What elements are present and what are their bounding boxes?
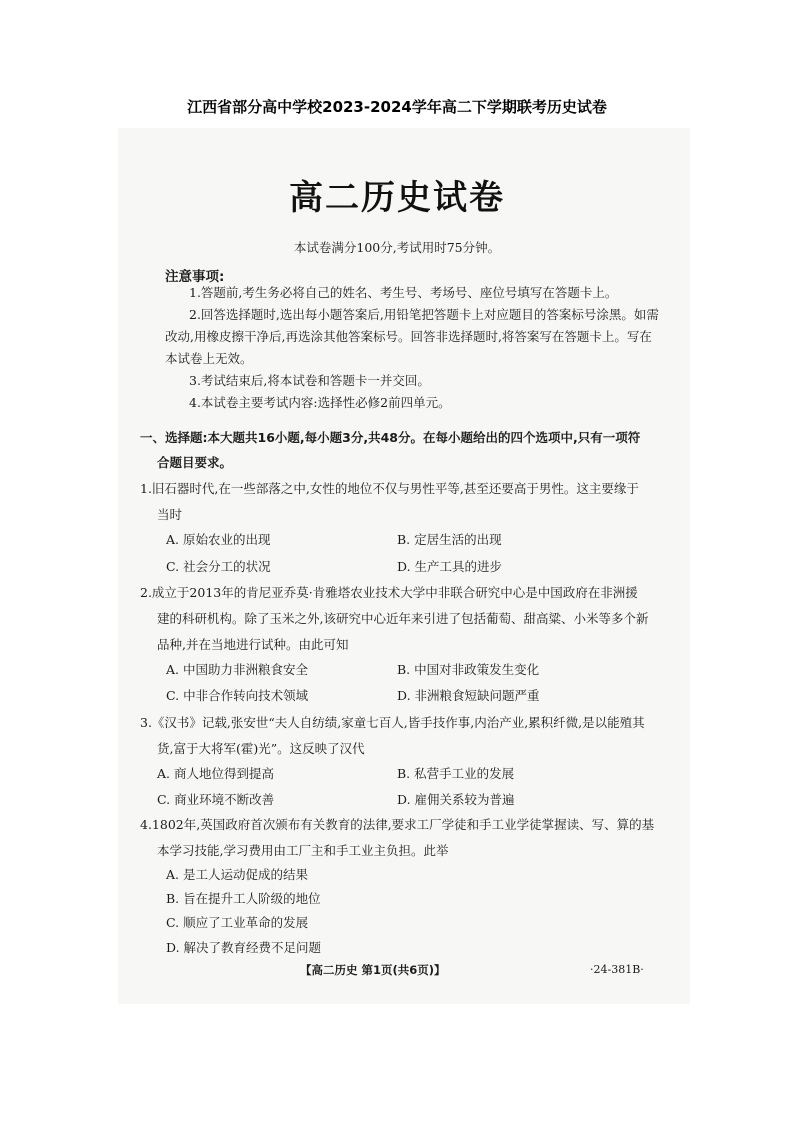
- question-stem-line: 2.成立于2013年的肯尼亚乔莫·肯雅塔农业技术大学中非联合研究中心是中国政府在非洲援: [140, 585, 638, 600]
- page-footer-label: 【高二历史 第1页(共6页)】: [300, 963, 446, 977]
- question-stem: [140, 812, 660, 864]
- option-d: D. 非洲粮食短缺问题严重: [397, 688, 540, 703]
- question-stem: [140, 580, 660, 658]
- notice-item: 4.本试卷主要考试内容:选择性必修2前四单元。: [189, 395, 451, 410]
- option-b: B. 中国对非政策发生变化: [397, 662, 540, 677]
- option-a: A. 商人地位得到提高: [157, 766, 274, 781]
- question-stem-line: 3.《汉书》记载,张安世“夫人自纺绩,家童七百人,皆手技作事,内治产业,累积纤微,是以能殖其: [140, 715, 645, 730]
- score-info: 本试卷满分100分,考试用时75分钟。: [293, 240, 501, 255]
- option-c: C. 顺应了工业革命的发展: [166, 915, 309, 930]
- question-stem-line: 货,富于大将军(霍)光”。这反映了汉代: [157, 741, 365, 756]
- option-b: B. 旨在提升工人阶级的地位: [166, 891, 321, 906]
- option-c: C. 商业环境不断改善: [157, 792, 275, 807]
- question-stem-line: 4.1802年,英国政府首次颁布有关教育的法律,要求工厂学徒和手工业学徒掌握读、写、算的基: [140, 817, 655, 832]
- notice-item: 2.回答选择题时,选出每小题答案后,用铅笔把答题卡上对应题目的答案标号涂黑。如需改动,用橡皮擦干净后,再选涂其他答案标号。回答非选择题时,将答案写在答题卡上。写在本试卷上无效。: [165, 307, 659, 366]
- notice-title: 注意事项:: [165, 269, 225, 285]
- option-b: B. 私营手工业的发展: [397, 766, 515, 781]
- page-footer-code: ·24-381B·: [590, 963, 644, 976]
- question-stem-line: 当时: [157, 507, 183, 522]
- option-a: A. 中国助力非洲粮食安全: [166, 662, 308, 677]
- option-d: D. 解决了教育经费不足问题: [166, 940, 322, 955]
- paper-title: 高二历史试卷: [289, 178, 505, 218]
- option-a: A. 是工人运动促成的结果: [166, 867, 308, 882]
- section-heading-line: 一、选择题:本大题共16小题,每小题3分,共48分。在每小题给出的四个选项中,只有一项符: [140, 430, 641, 445]
- option-b: B. 定居生活的出现: [397, 532, 502, 547]
- option-d: D. 生产工具的进步: [397, 559, 503, 574]
- option-c: C. 社会分工的状况: [166, 559, 271, 574]
- question-stem-line: 1.旧石器时代,在一些部落之中,女性的地位不仅与男性平等,甚至还要高于男性。这主要缘于: [140, 481, 639, 496]
- question-stem: [140, 476, 660, 528]
- notice-item: 3.考试结束后,将本试卷和答题卡一并交回。: [189, 373, 430, 388]
- section-heading-line: 合题目要求。: [157, 455, 233, 470]
- question-stem-line: 建的科研机构。除了玉米之外,该研究中心近年来引进了包括葡萄、甜高粱、小米等多个新品种,并在当地进行试种。由此可知: [157, 611, 649, 652]
- option-d: D. 雇佣关系较为普遍: [397, 792, 515, 807]
- question-stem: [140, 710, 660, 762]
- section-heading: [140, 425, 660, 475]
- option-a: A. 原始农业的出现: [166, 532, 271, 547]
- notice-item: 1.答题前,考生务必将自己的姓名、考生号、考场号、座位号填写在答题卡上。: [189, 285, 618, 300]
- option-c: C. 中非合作转向技术领域: [166, 688, 309, 703]
- document-header-title: 江西省部分高中学校2023-2024学年高二下学期联考历史试卷: [187, 98, 607, 116]
- question-stem-line: 本学习技能,学习费用由工厂主和手工业主负担。此举: [157, 843, 449, 858]
